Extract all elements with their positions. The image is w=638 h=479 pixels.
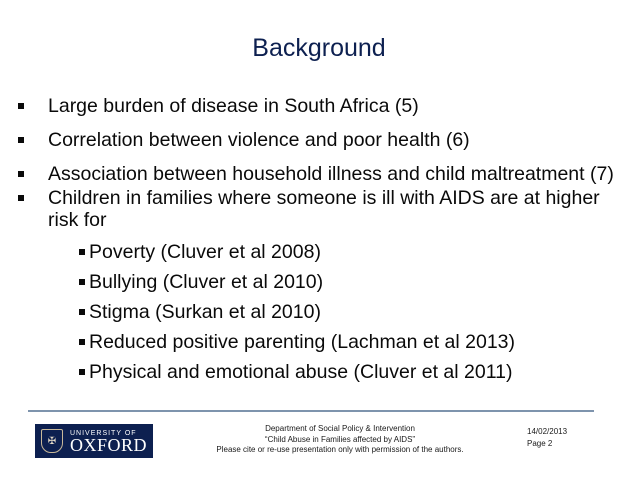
bullet-text: Children in families where someone is ill with AIDS are at higher risk for <box>48 187 600 231</box>
footer-meta <box>527 426 567 450</box>
square-bullet-icon <box>16 163 26 185</box>
bullet-text: Association between household illness and child maltreatment (7) <box>48 163 614 185</box>
sub-bullet-text: Reduced positive parenting (Lachman et al 2013) <box>89 331 516 353</box>
sub-bullet-text: Physical and emotional abuse (Cluver et al 2011) <box>89 361 513 383</box>
sub-bullet-text: Poverty (Cluver et al 2008) <box>89 241 321 263</box>
footer-citation-note: Please cite or re-use presentation only with permission of the authors. <box>216 445 464 454</box>
oxford-logo <box>35 424 153 458</box>
square-bullet-icon <box>16 95 26 117</box>
bullet-text: Correlation between violence and poor health (6) <box>48 129 470 151</box>
footer-page-number: Page 2 <box>527 439 553 448</box>
bullet-item <box>16 95 626 117</box>
logo-big-text: OXFORD <box>70 434 148 455</box>
logo-wordmark <box>70 430 147 453</box>
footer-date: 14/02/2013 <box>527 427 568 436</box>
square-bullet-icon <box>78 271 86 293</box>
bullet-text: Large burden of disease in South Africa (5) <box>48 95 419 117</box>
footer-divider <box>28 410 594 412</box>
square-bullet-icon <box>78 361 86 383</box>
sub-bullet-text: Stigma (Surkan et al 2010) <box>89 301 321 323</box>
sub-bullet-item <box>78 331 626 353</box>
footer-credits <box>195 424 485 456</box>
bullet-item <box>16 187 626 231</box>
slide-title: Background <box>252 34 386 62</box>
square-bullet-icon <box>78 241 86 263</box>
sub-bullet-item <box>78 241 626 263</box>
square-bullet-icon <box>16 187 26 209</box>
sub-bullet-item <box>78 271 626 293</box>
footer-presentation-title: “Child Abuse in Families affected by AIDS” <box>264 434 416 444</box>
square-bullet-icon <box>78 331 86 353</box>
slide-content <box>16 95 626 391</box>
sub-bullet-text: Bullying (Cluver et al 2010) <box>89 271 324 293</box>
bullet-item <box>16 163 626 185</box>
sub-bullet-item <box>78 301 626 323</box>
logo-small-text: UNIVERSITY OF <box>70 429 137 437</box>
square-bullet-icon <box>78 301 86 323</box>
bullet-item <box>16 129 626 151</box>
footer-department: Department of Social Policy & Intervention <box>265 424 415 433</box>
square-bullet-icon <box>16 129 26 151</box>
university-crest-icon: ✠ <box>41 429 63 453</box>
sub-bullet-item <box>78 361 626 383</box>
